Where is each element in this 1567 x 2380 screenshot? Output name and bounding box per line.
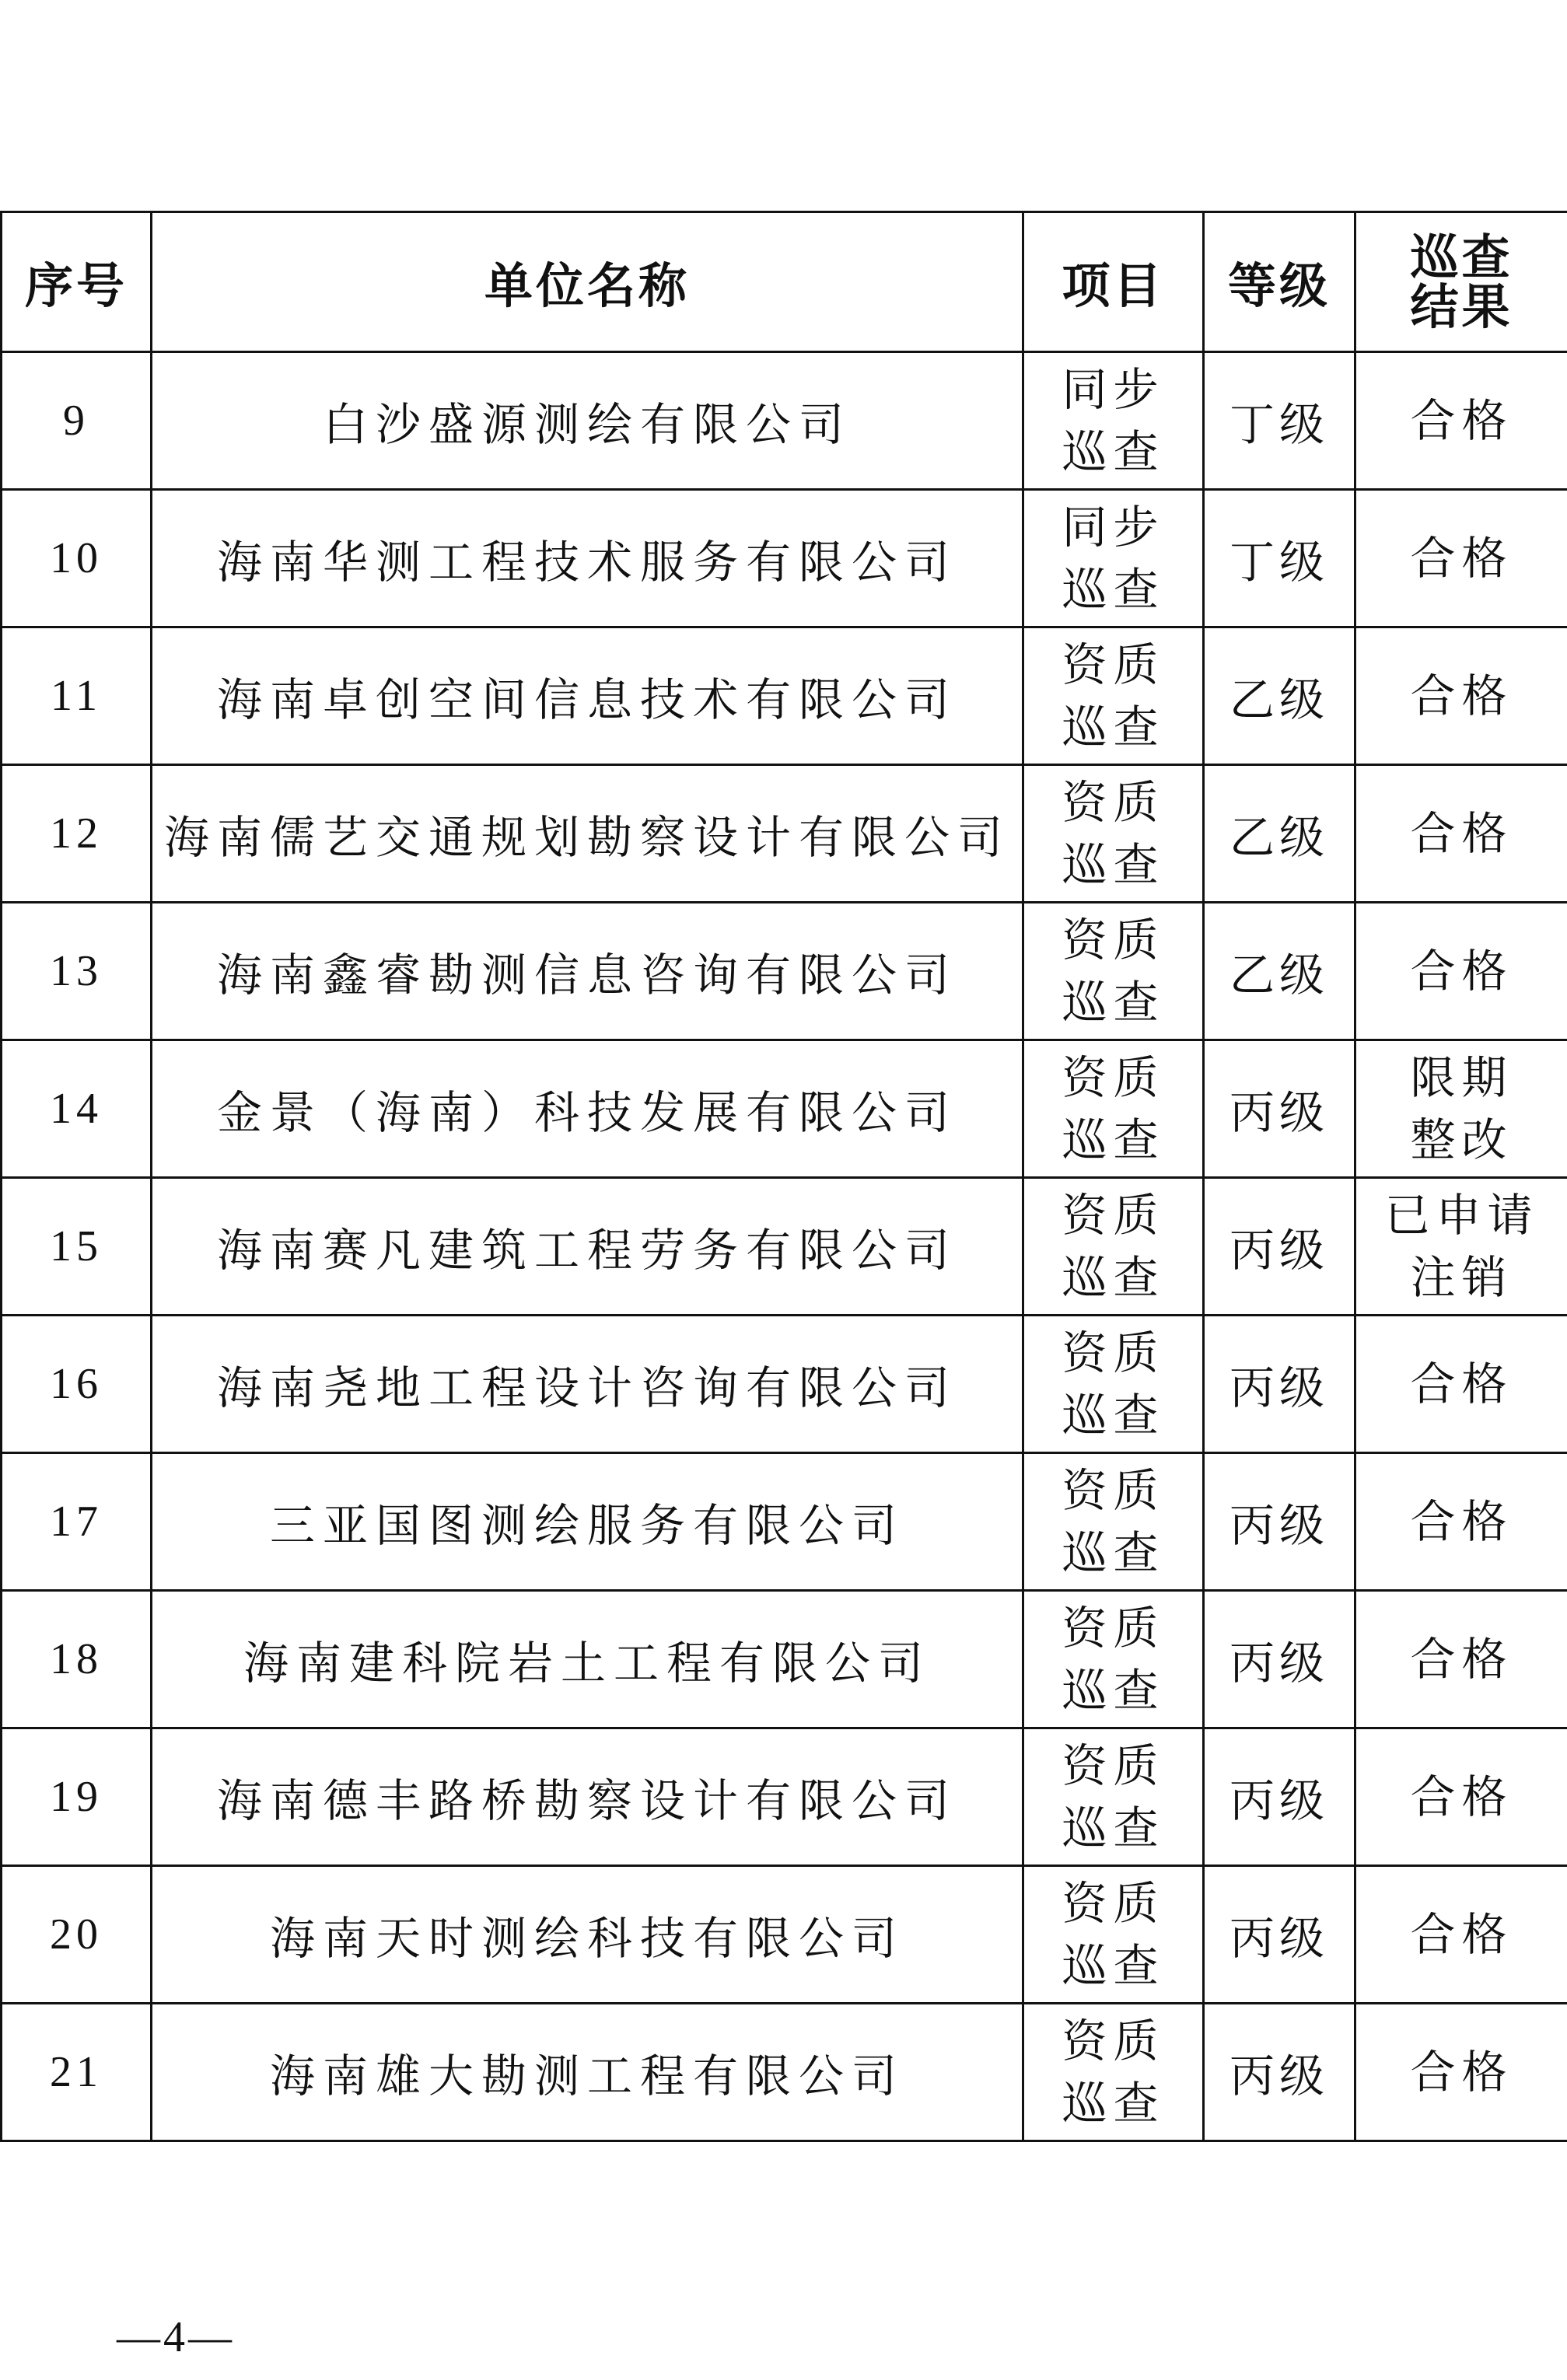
cell-unit-name: 海南天时测绘科技有限公司 [152,1866,1023,2004]
cell-index: 19 [2,1728,152,1866]
cell-result [1355,1040,1567,1178]
cell-item-line2: 巡查 [1062,976,1165,1029]
cell-unit-name: 白沙盛源测绘有限公司 [152,352,1023,490]
cell-item [1023,1316,1204,1453]
cell-item-line2: 巡查 [1062,1526,1165,1579]
inspection-results-table [0,211,1567,2142]
cell-result [1355,903,1567,1040]
cell-unit-name: 海南建科院岩土工程有限公司 [152,1591,1023,1728]
cell-item [1023,490,1204,627]
table-body [2,212,1567,2141]
header-item: 项目 [1023,212,1204,352]
cell-unit-name: 海南卓创空间信息技术有限公司 [152,627,1023,765]
cell-unit-name: 金景（海南）科技发展有限公司 [152,1040,1023,1178]
cell-grade: 丙级 [1204,1040,1355,1178]
cell-index: 12 [2,765,152,903]
cell-index: 16 [2,1316,152,1453]
cell-unit-name: 海南鑫睿勘测信息咨询有限公司 [152,903,1023,1040]
cell-item [1023,1040,1204,1178]
cell-result [1355,765,1567,903]
cell-index: 17 [2,1453,152,1591]
cell-result-line1: 合格 [1410,1908,1513,1961]
cell-item-line2: 巡查 [1062,563,1165,616]
cell-item [1023,1178,1204,1316]
table-row [2,903,1567,1040]
cell-item-line1: 资质 [1062,914,1165,966]
cell-item [1023,765,1204,903]
cell-result-line1: 合格 [1410,532,1513,585]
cell-index: 15 [2,1178,152,1316]
cell-item-line2: 巡查 [1062,701,1165,753]
table-row [2,627,1567,765]
cell-item-line1: 资质 [1062,1602,1165,1655]
cell-grade: 丁级 [1204,352,1355,490]
cell-result-line1: 合格 [1410,1358,1513,1410]
page-number: —4— [117,2313,235,2361]
cell-item [1023,627,1204,765]
cell-result [1355,1728,1567,1866]
cell-unit-name: 海南雄大勘测工程有限公司 [152,2004,1023,2141]
cell-item-line1: 资质 [1062,776,1165,829]
cell-item-line2: 巡查 [1062,1802,1165,1854]
cell-item-line1: 资质 [1062,1464,1165,1517]
cell-item-line1: 资质 [1062,1739,1165,1792]
cell-item [1023,1728,1204,1866]
cell-grade: 乙级 [1204,765,1355,903]
cell-result [1355,352,1567,490]
cell-index: 21 [2,2004,152,2141]
cell-item-line1: 资质 [1062,1877,1165,1930]
table-row [2,1866,1567,2004]
cell-item [1023,903,1204,1040]
cell-index: 11 [2,627,152,765]
cell-grade: 丙级 [1204,1591,1355,1728]
table-row [2,1316,1567,1453]
cell-result [1355,1866,1567,2004]
table-row [2,1453,1567,1591]
cell-grade: 丙级 [1204,1316,1355,1453]
cell-item-line1: 资质 [1062,2015,1165,2067]
cell-item-line1: 同步 [1062,363,1165,416]
cell-index: 10 [2,490,152,627]
table-row [2,1728,1567,1866]
cell-item-line1: 资质 [1062,1326,1165,1379]
cell-unit-name: 海南赛凡建筑工程劳务有限公司 [152,1178,1023,1316]
cell-item-line2: 巡查 [1062,838,1165,891]
cell-item-line2: 巡查 [1062,1939,1165,1992]
cell-item-line1: 同步 [1062,501,1165,554]
table-row [2,1040,1567,1178]
header-index: 序号 [2,212,152,352]
cell-item [1023,2004,1204,2141]
cell-result-line1: 限期 [1410,1051,1513,1104]
cell-grade: 乙级 [1204,627,1355,765]
table-row [2,1591,1567,1728]
cell-index: 18 [2,1591,152,1728]
cell-grade: 丙级 [1204,1728,1355,1866]
cell-result-line1: 合格 [1410,945,1513,998]
cell-index: 14 [2,1040,152,1178]
header-result [1355,212,1567,352]
cell-result [1355,1591,1567,1728]
cell-result-line1: 合格 [1410,1770,1513,1823]
header-result-line2: 结果 [1410,278,1513,335]
cell-index: 9 [2,352,152,490]
cell-item [1023,1591,1204,1728]
header-grade: 等级 [1204,212,1355,352]
cell-result-line1: 合格 [1410,2046,1513,2099]
cell-result [1355,1453,1567,1591]
cell-item-line2: 巡查 [1062,1113,1165,1166]
cell-result [1355,2004,1567,2141]
header-result-line1: 巡查 [1410,228,1513,285]
table-row [2,2004,1567,2141]
table-row [2,765,1567,903]
cell-grade: 丙级 [1204,1866,1355,2004]
cell-result [1355,490,1567,627]
cell-result-line1: 已申请 [1384,1189,1539,1242]
cell-item-line2: 巡查 [1062,2077,1165,2130]
cell-grade: 丙级 [1204,2004,1355,2141]
cell-result-line1: 合格 [1410,1633,1513,1686]
cell-result [1355,1316,1567,1453]
cell-item [1023,352,1204,490]
cell-index: 13 [2,903,152,1040]
cell-result-line1: 合格 [1410,807,1513,860]
cell-result-line2: 整改 [1410,1113,1513,1166]
cell-unit-name: 海南儒艺交通规划勘察设计有限公司 [152,765,1023,903]
cell-item-line2: 巡查 [1062,1664,1165,1717]
cell-grade: 丁级 [1204,490,1355,627]
table-row [2,1178,1567,1316]
cell-grade: 丙级 [1204,1453,1355,1591]
header-name: 单位名称 [152,212,1023,352]
table-row [2,490,1567,627]
cell-item [1023,1453,1204,1591]
cell-unit-name: 海南德丰路桥勘察设计有限公司 [152,1728,1023,1866]
cell-unit-name: 海南尧地工程设计咨询有限公司 [152,1316,1023,1453]
cell-grade: 丙级 [1204,1178,1355,1316]
cell-item-line2: 巡查 [1062,1389,1165,1442]
cell-grade: 乙级 [1204,903,1355,1040]
table-row [2,352,1567,490]
cell-result-line1: 合格 [1410,669,1513,722]
cell-result-line2: 注销 [1410,1251,1513,1304]
cell-unit-name: 三亚国图测绘服务有限公司 [152,1453,1023,1591]
table-header-row [2,212,1567,352]
cell-item-line2: 巡查 [1062,1251,1165,1304]
cell-result [1355,1178,1567,1316]
cell-item-line1: 资质 [1062,1051,1165,1104]
cell-result [1355,627,1567,765]
cell-unit-name: 海南华测工程技术服务有限公司 [152,490,1023,627]
cell-item-line1: 资质 [1062,1189,1165,1242]
cell-item-line2: 巡查 [1062,425,1165,478]
cell-result-line1: 合格 [1410,394,1513,447]
cell-result-line1: 合格 [1410,1495,1513,1548]
cell-item [1023,1866,1204,2004]
cell-index: 20 [2,1866,152,2004]
cell-item-line1: 资质 [1062,638,1165,691]
